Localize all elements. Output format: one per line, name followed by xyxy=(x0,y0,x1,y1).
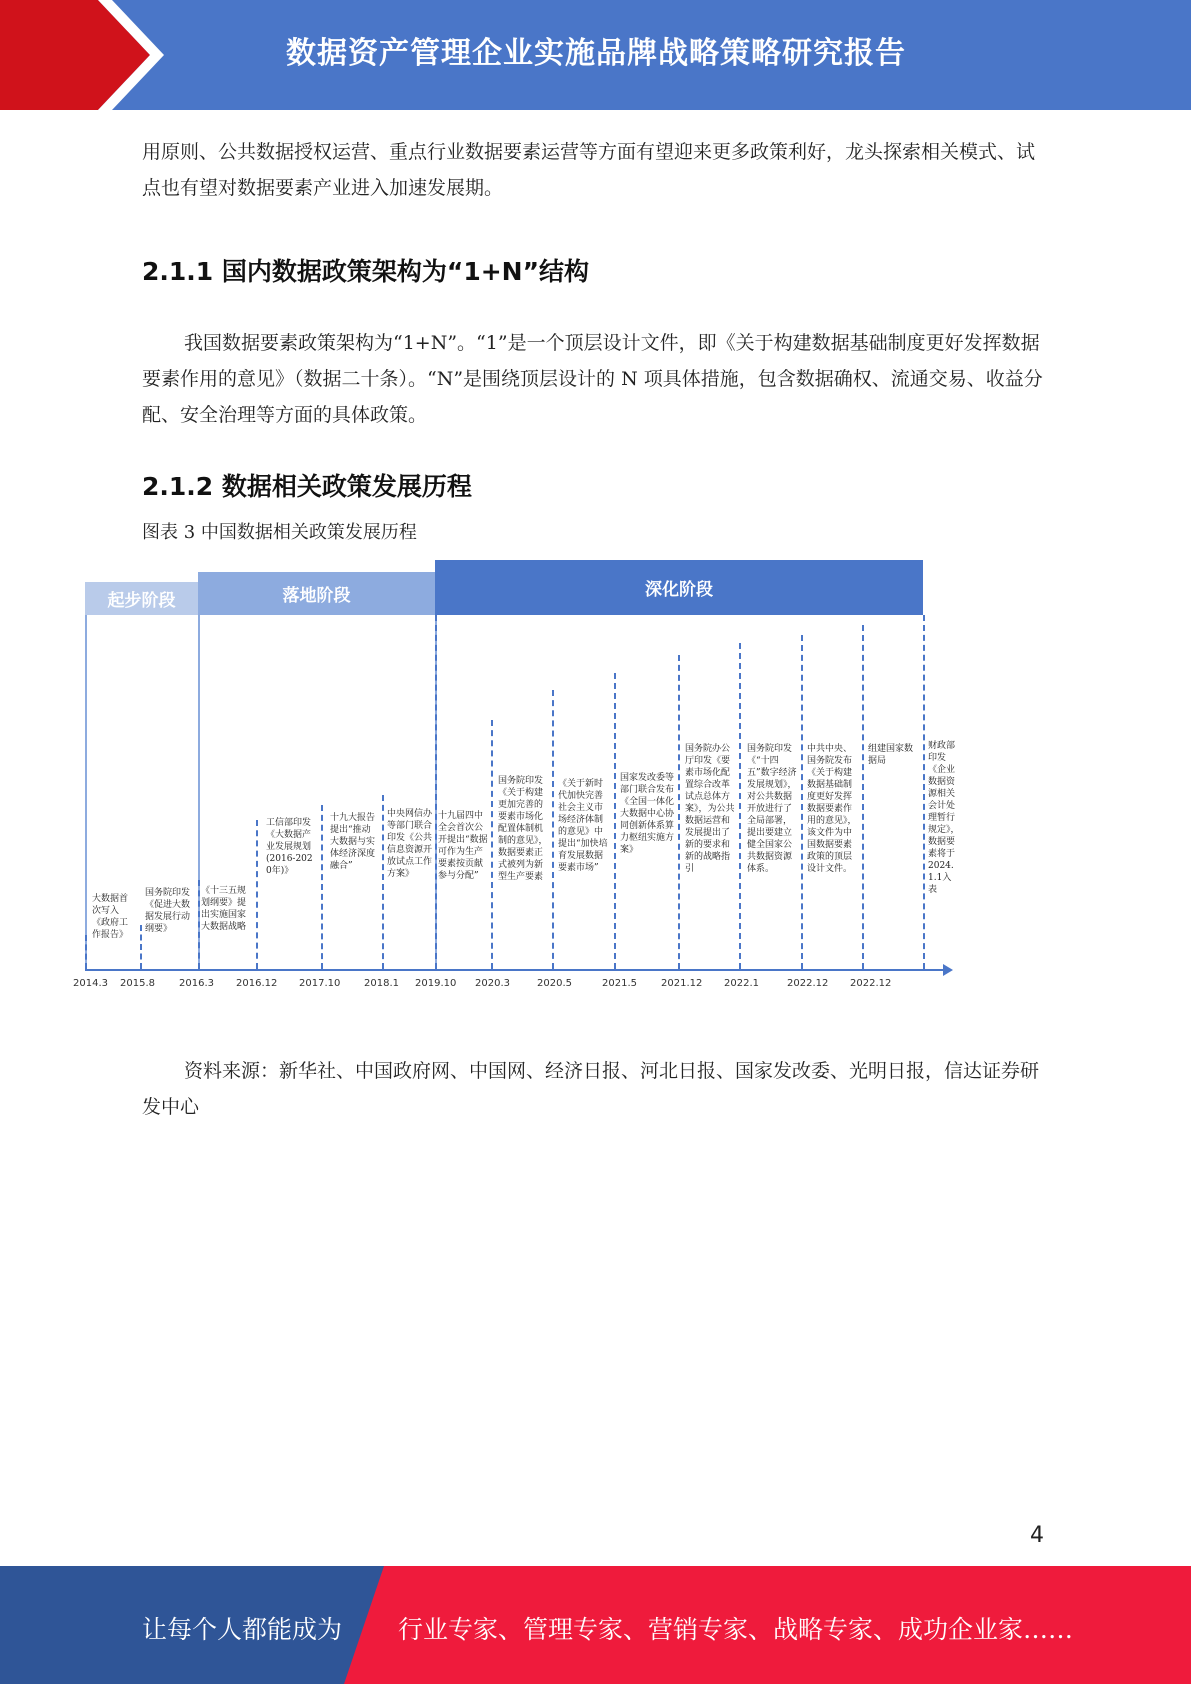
footer-slogan-right: 行业专家、管理专家、营销专家、战略专家、成功企业家…… xyxy=(398,1615,1074,1644)
event-line xyxy=(614,673,616,969)
timeline-event: 工信部印发《大数据产业发展规划(2016-2020年)》 xyxy=(266,818,313,876)
stage-landing: 落地阶段 xyxy=(198,572,435,615)
timeline-date: 2021.5 xyxy=(602,978,637,989)
page-number: 4 xyxy=(1030,1523,1044,1548)
timeline-date: 2015.8 xyxy=(120,978,155,989)
timeline-date: 2022.12 xyxy=(787,978,829,989)
event-line xyxy=(85,935,87,969)
event-line xyxy=(198,880,200,969)
timeline-event: 十九大报告提出“推动大数据与实体经济深度融合” xyxy=(330,813,376,871)
timeline-event: 中央网信办等部门联合印发《公共信息资源开放试点工作方案》 xyxy=(387,809,433,879)
timeline-axis xyxy=(85,969,945,971)
timeline-date: 2017.10 xyxy=(299,978,341,989)
event-line xyxy=(140,925,142,969)
source-note: 资料来源：新华社、中国政府网、中国网、经济日报、河北日报、国家发改委、光明日报，信达证券研发中心 xyxy=(142,1060,1040,1118)
event-line xyxy=(256,820,258,969)
event-line xyxy=(491,720,493,969)
page-footer xyxy=(0,1566,1191,1684)
timeline-event: 国务院办公厅印发《要素市场化配置综合改革试点总体方案》，为公共数据运营和发展提出了新的要求和新的战略指引 xyxy=(685,744,735,874)
event-line xyxy=(801,635,803,969)
section-heading-2-1-2: 2.1.2 数据相关政策发展历程 xyxy=(142,472,472,501)
timeline-event: 组建国家数据局 xyxy=(868,744,914,766)
stage-divider xyxy=(85,615,87,969)
stage-start: 起步阶段 xyxy=(85,582,198,615)
policy-timeline-figure xyxy=(73,560,960,1000)
timeline-date: 2022.1 xyxy=(724,978,759,989)
timeline-date: 2020.5 xyxy=(537,978,572,989)
timeline-date: 2022.12 xyxy=(850,978,892,989)
event-line xyxy=(678,655,680,969)
figure-caption: 图表 3 中国数据相关政策发展历程 xyxy=(142,522,417,543)
section-heading-2-1-1: 2.1.1 国内数据政策架构为“1+N”结构 xyxy=(142,257,590,286)
timeline-event: 《十三五规划纲要》提出实施国家大数据战略 xyxy=(201,886,247,932)
event-line xyxy=(382,795,384,969)
footer-slogan-left: 让每个人都能成为 xyxy=(142,1615,343,1644)
timeline-date: 2014.3 xyxy=(73,978,108,989)
event-line xyxy=(552,690,554,969)
timeline-event: 大数据首次写入《政府工作报告》 xyxy=(92,894,129,940)
timeline-event: 国务院印发《促进大数据发展行动纲要》 xyxy=(145,888,191,934)
event-line xyxy=(321,805,323,969)
timeline-event: 国务院印发《“十四五”数字经济发展规划》，对公共数据开放进行了全局部署，提出要建立健全国家公共数据资源体系。 xyxy=(747,744,797,874)
timeline-event: 财政部印发《企业数据资源相关会计处理暂行规定》，数据要素将于2024.1.1入表 xyxy=(928,741,960,895)
timeline-date: 2020.3 xyxy=(475,978,510,989)
event-line xyxy=(739,643,741,969)
timeline-date: 2021.12 xyxy=(661,978,703,989)
timeline-event: 国家发改委等部门联合发布《全国一体化大数据中心协同创新体系算力枢纽实施方案》 xyxy=(620,773,675,855)
timeline-date: 2018.1 xyxy=(364,978,399,989)
timeline-date: 2016.3 xyxy=(179,978,214,989)
page-header xyxy=(0,0,1191,110)
axis-arrow-icon xyxy=(943,964,953,976)
intro-paragraph: 用原则、公共数据授权运营、重点行业数据要素运营等方面有望迎来更多政策利好，龙头探索相关模式、试点也有望对数据要素产业进入加速发展期。 xyxy=(142,141,1036,199)
event-line xyxy=(862,625,864,969)
timeline-date: 2019.10 xyxy=(415,978,457,989)
event-line xyxy=(435,615,437,969)
section-paragraph-2-1-1: 我国数据要素政策架构为“1+N”。“1”是一个顶层设计文件，即《关于构建数据基础制度更好发挥数据要素作用的意见》（数据二十条）。“N”是围绕顶层设计的 N 项具体措施，包含数据确权、流通交易、收益分配、安全治理等方面的具体政策。 xyxy=(142,332,1043,426)
timeline-event: 十九届四中全会首次公开提出“数据可作为生产要素按贡献参与分配” xyxy=(438,811,488,881)
stage-deepening: 深化阶段 xyxy=(435,560,923,615)
timeline-event: 中共中央、国务院发布《关于构建数据基础制度更好发挥数据要素作用的意见》，该文件为中国数据要素政策的顶层设计文件。 xyxy=(807,744,857,874)
header-title: 数据资产管理企业实施品牌战略策略研究报告 xyxy=(286,36,906,71)
timeline-date: 2016.12 xyxy=(236,978,278,989)
timeline-event: 国务院印发《关于构建更加完善的要素市场化配置体制机制的意见》，数据要素正式被列为新型生产要素 xyxy=(498,776,548,882)
event-line xyxy=(923,615,925,969)
timeline-event: 《关于新时代加快完善社会主义市场经济体制的意见》中提出“加快培育发展数据要素市场” xyxy=(558,779,608,873)
